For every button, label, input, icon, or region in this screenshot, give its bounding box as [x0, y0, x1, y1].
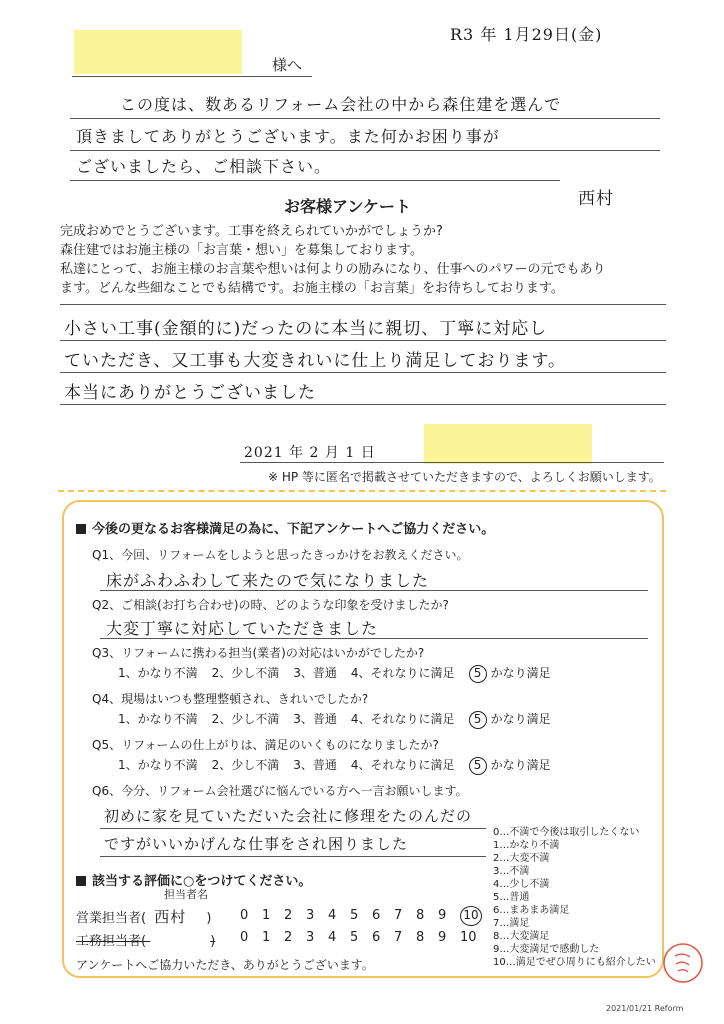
q3-scale: 1、かなり不満 2、少し不満 3、普通 4、それなりに満足 5 かなり満足: [118, 664, 565, 683]
bullet-square-icon: [76, 524, 86, 534]
rating-subheading: 担当者名: [164, 888, 208, 901]
response-line-1: 小さい工事(金額的に)だったのに本当に親切、丁寧に対応し: [64, 319, 548, 339]
message-line-2: 頂きましてありがとうございます。また何かお困り事が: [76, 127, 500, 146]
q4-selected-circle: 5: [469, 711, 487, 729]
q1-text: Q1、今回、リフォームをしようと思ったきっかけをお教えください。: [92, 548, 469, 562]
sales-name: 西村: [154, 908, 187, 926]
a1-answer: 床がふわふわして来たので気になりました: [106, 571, 430, 590]
survey-date: 2021 年 2 月 1 日: [244, 445, 376, 461]
sales-rating-row: 営業担当者( 西村 ): [76, 908, 212, 926]
q3-selected-circle: 5: [469, 665, 487, 683]
q3-text: Q3、リフォームに携わる担当(業者)の対応はいかがでしたか?: [92, 646, 425, 660]
score-legend: 0…不満で今後は取引したくない 1…かなり不満 2…大変不満 3…不満 4…少し不満 5…普通 6…まあまあ満足 7…満足 8…大変満足 9…大変満足で感動した 10…満足でぜひ周りにも紹介したい: [493, 827, 656, 968]
construction-rating-row: 工務担当者( ): [76, 934, 216, 949]
q4-scale: 1、かなり不満 2、少し不満 3、普通 4、それなりに満足 5 かなり満足: [118, 710, 565, 729]
sales-scores: 0 1 2 3 4 5 6 7 8 9 10: [240, 906, 482, 926]
signature: 西村: [578, 189, 614, 209]
a6-answer: 初めに家を見ていただいた会社に修理をたのんだのですがいいかげんな仕事をされ困りました: [104, 807, 473, 853]
hanko-stamp-icon: [660, 940, 706, 986]
customer-name-redacted: [424, 424, 592, 464]
q5-selected-circle: 5: [469, 757, 487, 775]
construction-label: 工務担当者(: [76, 934, 147, 949]
rating-heading: 該当する評価に○をつけてください。: [76, 870, 311, 889]
construction-scores: 0 1 2 3 4 5 6 7 8 9 10: [240, 930, 477, 945]
date-handwritten: R3 年 1月29日(金): [450, 25, 603, 44]
survey-intro: 完成おめでとうございます。工事を終えられていかがでしょうか? 森住建ではお施主様の「お言葉・想い」を募集しております。 私達にとって、お施主様のお言葉や想いは何よりの励みになり、仕事へのパワーの元でもあり ます。どんな些細なことでも結構です。お施主様の「お言葉」をお待ちしております。: [60, 224, 606, 296]
survey-title: お客様アンケート: [284, 197, 412, 216]
response-line-2: ていただき、又工事も大変きれいに仕上り満足しております。: [64, 351, 566, 371]
q6-text: Q6、今分、リフォーム会社選びに悩んでいる方へ一言お願いします。: [92, 784, 468, 798]
q4-text: Q4、現場はいつも整理整頓され、きれいでしたか?: [92, 692, 369, 706]
sales-label: 営業担当者(: [76, 911, 147, 926]
footer-code: 2021/01/21 Reform: [606, 1004, 684, 1013]
message-line-1: この度は、数あるリフォーム会社の中から森住建を選んで: [120, 95, 562, 114]
a2-answer: 大変丁寧に対応していただきました: [106, 619, 379, 638]
questionnaire-heading: 今後の更なるお客様満足の為に、下記アンケートへご協力ください。: [76, 518, 494, 537]
anonymous-note: ※ HP 等に匿名で掲載させていただきますので、よろしくお願いします。: [268, 470, 661, 484]
dashed-separator: [58, 490, 666, 492]
q5-text: Q5、リフォームの仕上がりは、満足のいくものになりましたか?: [92, 738, 439, 752]
q5-scale: 1、かなり不満 2、少し不満 3、普通 4、それなりに満足 5 かなり満足: [118, 756, 565, 775]
bullet-square-icon: [76, 876, 86, 886]
response-line-3: 本当にありがとうございました: [64, 383, 316, 403]
q2-text: Q2、ご相談(お打ち合わせ)の時、どのような印象を受けましたか?: [92, 598, 449, 612]
sales-selected-score-circle: 10: [460, 906, 482, 926]
recipient-suffix: 様へ: [272, 56, 303, 74]
recipient-name-redacted: [74, 30, 242, 74]
thanks-text: アンケートへご協力いただき、ありがとうございます。: [76, 958, 374, 972]
message-line-3: ございましたら、ご相談下さい。: [76, 157, 332, 176]
